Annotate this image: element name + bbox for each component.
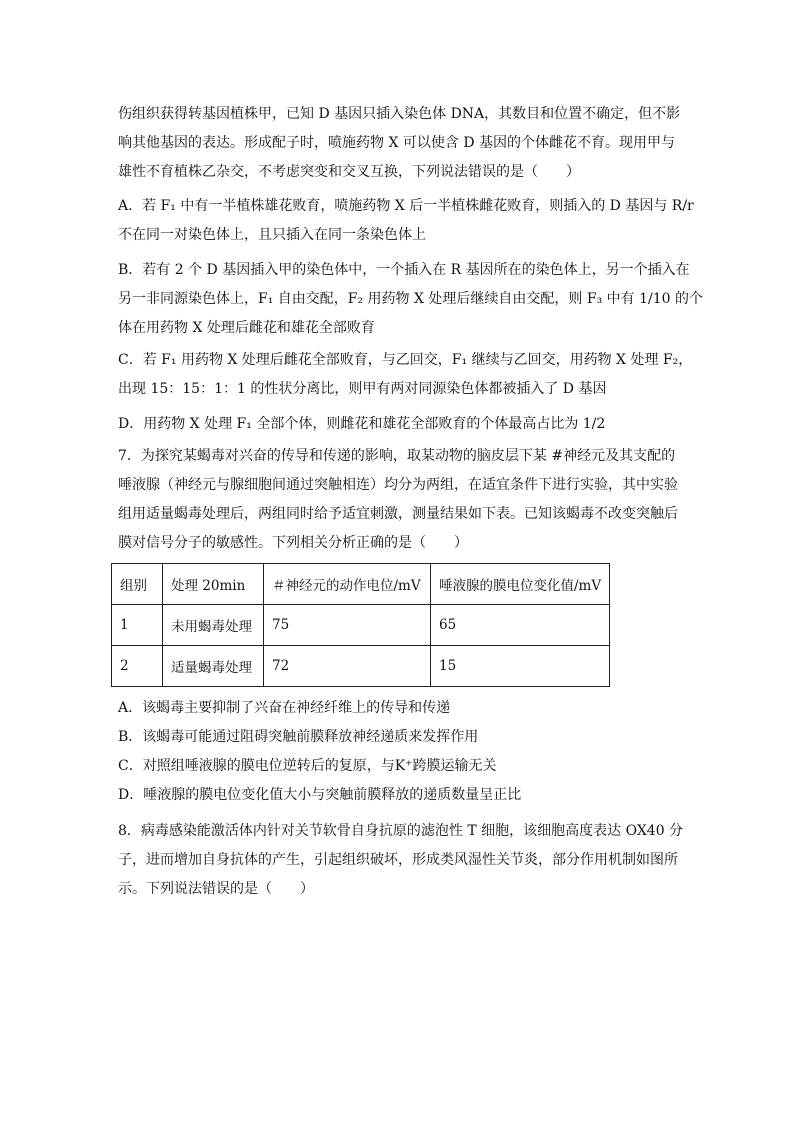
text-line: 不在同一对染色体上，且只插入在同一条染色体上 (118, 227, 426, 243)
table-cell: 65 (431, 605, 610, 646)
table-cell: 适量蝎毒处理 (163, 646, 264, 687)
table-row (112, 605, 610, 646)
q7-option-b: B．该蝎毒可能通过阻碍突触前膜释放神经递质来发挥作用 (118, 729, 479, 745)
table-cell: 2 (112, 646, 163, 687)
text-line: 组用适量蝎毒处理后，两组同时给予适宜刺激，测量结果如下表。已知该蝎毒不改变突触后 (118, 506, 678, 522)
text-line: 另一非同源染色体上，F₁ 自由交配，F₂ 用药物 X 处理后继续自由交配，则 F₃ 中有 1/10 的个 (118, 291, 703, 307)
table-header-cell: ＃神经元的动作电位/mV (264, 564, 431, 605)
table-header-cell: 处理 20min (163, 564, 264, 605)
table-cell: 15 (431, 646, 610, 687)
text-line: 响其他基因的表达。形成配子时，喷施药物 X 可以使含 D 基因的个体雌花不育。现用甲与 (118, 135, 675, 151)
table-header-cell: 组别 (112, 564, 163, 605)
q6-option-c (118, 346, 693, 404)
text-line: C．若 F₁ 用药物 X 处理后雌花全部败育，与乙回交，F₁ 继续与乙回交，用药物 X 处理 F₂， (118, 352, 693, 368)
table-header-row (112, 564, 610, 605)
table-cell: 未用蝎毒处理 (163, 605, 264, 646)
table-cell: 75 (264, 605, 431, 646)
q7-option-a: A．该蝎毒主要抑制了兴奋在神经纤维上的传导和传递 (118, 700, 451, 716)
text-line: A．若 F₁ 中有一半植株雄花败育，喷施药物 X 后一半植株雌花败育，则插入的 D 基因与 R/r (118, 198, 694, 214)
text-line: 示。下列说法错误的是（ ） (118, 881, 314, 897)
table-row (112, 646, 610, 687)
text-line: 7．为探究某蝎毒对兴奋的传导和传递的影响，取某动物的脑皮层下某 #神经元及其支配的 (118, 448, 676, 464)
text-line: 子，进而增加自身抗体的产生，引起组织破坏，形成类风湿性关节炎，部分作用机制如图所 (118, 852, 678, 868)
q7-option-d: D．唾液腺的膜电位变化值大小与突触前膜释放的递质数量呈正比 (118, 787, 522, 803)
table-cell: 1 (112, 605, 163, 646)
q6-option-d (118, 410, 678, 439)
q6-option-b (118, 256, 703, 343)
text-line: 伤组织获得转基因植株甲，已知 D 基因只插入染色体 DNA，其数目和位置不确定，但不影 (118, 106, 681, 122)
text-line: B．若有 2 个 D 基因插入甲的染色体中，一个插入在 R 基因所在的染色体上，另一个插入在 (118, 262, 690, 278)
results-table (111, 563, 610, 687)
text-line: 雄性不育植株乙杂交，不考虑突变和交叉互换，下列说法错误的是（ ） (118, 164, 580, 180)
text-line: 唾液腺（神经元与腺细胞间通过突触相连）均分为两组，在适宜条件下进行实验，其中实验 (118, 477, 678, 493)
text-line: 膜对信号分子的敏感性。下列相关分析正确的是（ ） (118, 535, 468, 551)
q7-stem (118, 442, 678, 558)
text-line: 8．病毒感染能激活体内针对关节软骨自身抗原的滤泡性 T 细胞，该细胞高度表达 OX40 分 (118, 823, 684, 839)
q8-stem (118, 817, 684, 904)
intro-paragraph (118, 100, 681, 187)
table-header-cell: 唾液腺的膜电位变化值/mV (431, 564, 610, 605)
table-cell: 72 (264, 646, 431, 687)
q7-options (118, 694, 678, 810)
text-line: 体在用药物 X 处理后雌花和雄花全部败育 (118, 320, 375, 336)
text-line: 出现 15：15：1：1 的性状分离比，则甲有两对同源染色体都被插入了 D 基因 (118, 381, 607, 397)
q7-option-c: C．对照组唾液腺的膜电位逆转后的复原，与K⁺跨膜运输无关 (118, 758, 497, 774)
q6-option-a (118, 192, 694, 250)
text-line: D．用药物 X 处理 F₁ 全部个体，则雌花和雄花全部败育的个体最高占比为 1/2 (118, 416, 606, 432)
